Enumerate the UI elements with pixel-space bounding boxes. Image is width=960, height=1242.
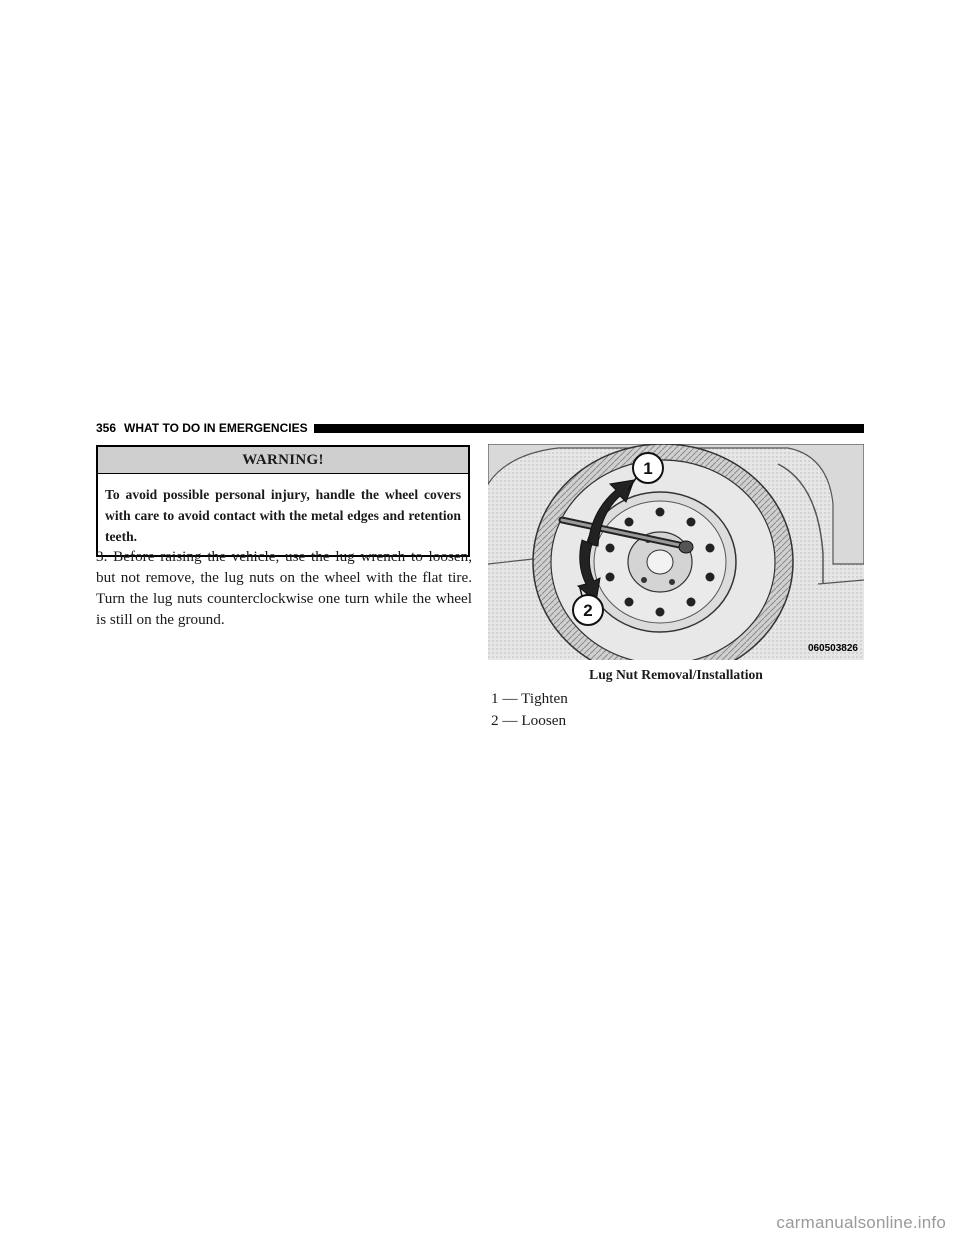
callout-2-label: 2 — [583, 601, 593, 620]
legend-item-loosen: 2 — Loosen — [491, 712, 567, 729]
section-title: WHAT TO DO IN EMERGENCIES — [124, 421, 308, 435]
figure-caption: Lug Nut Removal/Installation — [589, 667, 763, 682]
page-number: 356 — [96, 421, 117, 435]
callout-1-label: 1 — [643, 459, 653, 478]
warning-title: WARNING! — [98, 447, 468, 474]
page-header — [96, 420, 864, 436]
figure-code: 060503826 — [807, 643, 858, 654]
legend-item-tighten: 1 — Tighten — [491, 690, 568, 707]
step-3-paragraph: 3. Before raising the vehicle, use the lug wrench to loosen, but not remove, the lug nuts on the wheel with the flat tire. Turn the lug nuts counterclockwise one turn while the wheel is still on the ground. — [96, 548, 472, 628]
lug-nut-figure — [488, 444, 864, 660]
figure-legend — [491, 688, 861, 732]
warning-text: To avoid possible personal injury, handle the wheel covers with care to avoid contact with the metal edges and retention teeth. — [105, 487, 461, 544]
wheel-illustration — [488, 444, 864, 660]
header-rule — [314, 424, 864, 433]
warning-box — [96, 445, 470, 557]
watermark: carmanualsonline.info — [776, 1213, 946, 1232]
